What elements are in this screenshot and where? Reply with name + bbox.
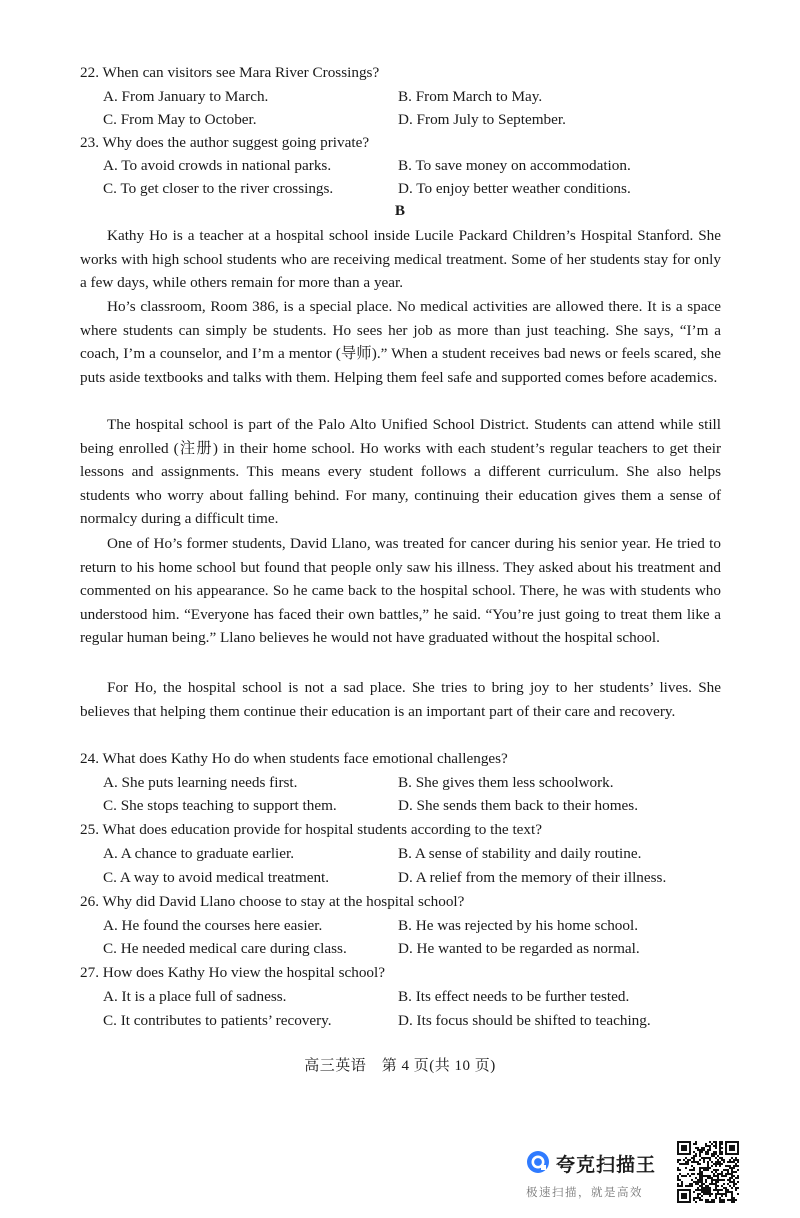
question-22-option-c: C. From May to October.: [103, 111, 257, 128]
question-25-option-b: B. A sense of stability and daily routine.: [398, 845, 642, 862]
passage-paragraph-3: The hospital school is part of the Palo Alto Unified School District. Students can attend while still being enrolled (注册) in their home school. Ho works with each student’s regular teachers to get their lessons and assignments. This means every student follows a different curriculum. She also helps students who worry about falling behind. For many, continuing their education gives them a sense of normalcy during a difficult time.: [80, 416, 721, 528]
page-footer: 高三英语 第 4 页(共 10 页): [304, 1058, 496, 1074]
qr-code-icon: [677, 1141, 739, 1203]
passage-paragraph-4: One of Ho’s former students, David Llano, was treated for cancer during his senior year. He tried to return to his home school but found that people only saw his illness. They asked about his treatment and commented on his appearance. So he came back to the hospital school. There, he was with students who understood him. “Everyone has faced their own battles,” he said. “You’re just going to treat them like a regular human being.” Llano believes he would not have graduated without the hospital school.: [80, 535, 721, 647]
question-22-stem: 22. When can visitors see Mara River Crossings?: [80, 64, 380, 81]
question-24-stem: 24. What does Kathy Ho do when students face emotional challenges?: [80, 750, 508, 767]
question-24-option-a: A. She puts learning needs first.: [103, 774, 298, 791]
question-25-option-a: A. A chance to graduate earlier.: [103, 845, 295, 862]
passage-paragraph-2: Ho’s classroom, Room 386, is a special place. No medical activities are allowed there. It is a space where students can simply be students. Ho sees her job as more than just teaching. She says, “I’m a coach, I’m a counselor, and I’m a mentor (导师).” When a student receives bad news or feels scared, she puts aside textbooks and talks with them. Helping them feel safe and supported comes before academics.: [80, 298, 721, 386]
question-26-option-c: C. He needed medical care during class.: [103, 940, 347, 957]
passage-paragraph-5: For Ho, the hospital school is not a sad place. She tries to bring joy to her students’ lives. She believes that helping them continue their education is an important part of their care and recovery.: [80, 679, 721, 720]
question-27-option-a: A. It is a place full of sadness.: [103, 988, 287, 1005]
question-22-option-d: D. From July to September.: [398, 111, 566, 128]
question-27-stem: 27. How does Kathy Ho view the hospital school?: [80, 964, 385, 981]
question-26-stem: 26. Why did David Llano choose to stay at the hospital school?: [80, 893, 465, 910]
question-26-option-b: B. He was rejected by his home school.: [398, 917, 638, 934]
question-27-option-c: C. It contributes to patients’ recovery.: [103, 1012, 332, 1029]
question-23-option-c: C. To get closer to the river crossings.: [103, 180, 334, 197]
scanner-app-name: 夸克扫描王: [556, 1154, 657, 1176]
question-23-option-a: A. To avoid crowds in national parks.: [103, 157, 332, 174]
question-23-option-d: D. To enjoy better weather conditions.: [398, 180, 631, 197]
scanner-watermark: [524, 1146, 674, 1202]
section-b-heading: B: [394, 202, 406, 219]
question-25-stem: 25. What does education provide for hospital students according to the text?: [80, 821, 542, 838]
question-23-stem: 23. Why does the author suggest going private?: [80, 134, 370, 151]
question-24-option-b: B. She gives them less schoolwork.: [398, 774, 614, 791]
question-22-option-b: B. From March to May.: [398, 88, 543, 105]
question-24-option-d: D. She sends them back to their homes.: [398, 797, 639, 814]
quark-logo-icon: [526, 1150, 550, 1174]
question-25-option-c: C. A way to avoid medical treatment.: [103, 869, 330, 886]
question-25-option-d: D. A relief from the memory of their illness.: [398, 869, 667, 886]
question-22-option-a: A. From January to March.: [103, 88, 269, 105]
question-24-option-c: C. She stops teaching to support them.: [103, 797, 337, 814]
scanner-slogan: 极速扫描，就是高效: [526, 1185, 643, 1199]
question-26-option-d: D. He wanted to be regarded as normal.: [398, 940, 640, 957]
question-26-option-a: A. He found the courses here easier.: [103, 917, 323, 934]
question-23-option-b: B. To save money on accommodation.: [398, 157, 631, 174]
passage-paragraph-1: Kathy Ho is a teacher at a hospital school inside Lucile Packard Children’s Hospital Stanford. She works with high school students who are receiving medical treatment. Some of her students stay for only a few days, while others remain for more than a year.: [80, 227, 721, 292]
question-27-option-d: D. Its focus should be shifted to teaching.: [398, 1012, 651, 1029]
question-27-option-b: B. Its effect needs to be further tested.: [398, 988, 630, 1005]
